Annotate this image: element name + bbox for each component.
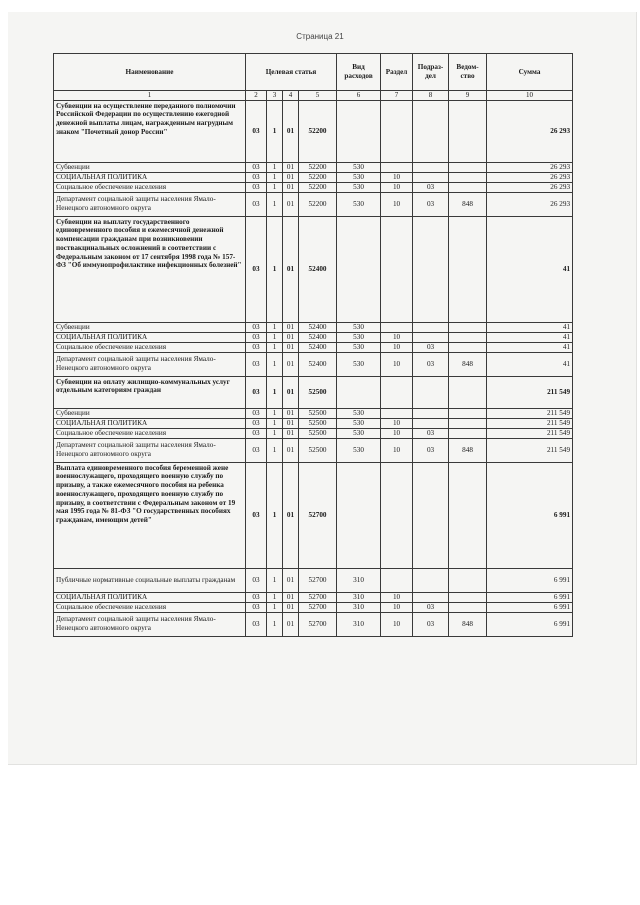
row-name: СОЦИАЛЬНАЯ ПОЛИТИКА [54, 418, 246, 428]
target-code-2: 1 [267, 352, 283, 376]
target-code-4: 52700 [299, 462, 337, 568]
row-name: Субвенции на осуществление переданного полномочии Российской Федерации по осуществлению ежегодной денежной выплаты лицам, награжденным нагрудным знаком "Почетный донор России" [54, 100, 246, 162]
table-row [54, 376, 573, 408]
subsection-code: 03 [413, 428, 449, 438]
target-code-1: 03 [246, 322, 267, 332]
target-code-2: 1 [267, 602, 283, 612]
subsection-code [413, 568, 449, 592]
target-code-3: 01 [283, 568, 299, 592]
subsection-code [413, 172, 449, 182]
target-code-2: 1 [267, 612, 283, 636]
subsection-code [413, 462, 449, 568]
target-code-4: 52500 [299, 418, 337, 428]
target-code-3: 01 [283, 418, 299, 428]
row-name: Департамент социальной защиты населения Ямало-Ненецкого автономного округа [54, 612, 246, 636]
section-code [381, 322, 413, 332]
department-code [449, 172, 487, 182]
target-code-3: 01 [283, 172, 299, 182]
expense-type-code: 530 [337, 428, 381, 438]
section-code [381, 408, 413, 418]
row-name: Социальное обеспечение населения [54, 182, 246, 192]
row-sum: 41 [487, 352, 573, 376]
department-code [449, 342, 487, 352]
target-code-2: 1 [267, 182, 283, 192]
column-number: 5 [299, 91, 337, 101]
row-name: Субвенции [54, 322, 246, 332]
target-code-1: 03 [246, 376, 267, 408]
target-code-4: 52200 [299, 100, 337, 162]
expense-type-code: 530 [337, 192, 381, 216]
target-code-4: 52200 [299, 182, 337, 192]
department-code [449, 602, 487, 612]
table-row [54, 592, 573, 602]
department-code [449, 332, 487, 342]
section-code: 10 [381, 418, 413, 428]
target-code-4: 52400 [299, 322, 337, 332]
row-name: Департамент социальной защиты населения Ямало-Ненецкого автономного округа [54, 192, 246, 216]
target-code-2: 1 [267, 100, 283, 162]
header-department: Ведом-ство [449, 54, 487, 91]
section-code: 10 [381, 342, 413, 352]
table-row [54, 322, 573, 332]
target-code-4: 52400 [299, 332, 337, 342]
row-name: Департамент социальной защиты населения Ямало-Ненецкого автономного округа [54, 352, 246, 376]
subsection-code [413, 100, 449, 162]
target-code-1: 03 [246, 418, 267, 428]
target-code-1: 03 [246, 592, 267, 602]
target-code-3: 01 [283, 100, 299, 162]
department-code [449, 376, 487, 408]
expense-type-code: 530 [337, 408, 381, 418]
section-code: 10 [381, 172, 413, 182]
row-sum: 26 293 [487, 192, 573, 216]
target-code-2: 1 [267, 192, 283, 216]
target-code-1: 03 [246, 100, 267, 162]
target-code-4: 52700 [299, 602, 337, 612]
section-code: 10 [381, 612, 413, 636]
target-code-4: 52400 [299, 216, 337, 322]
expense-type-code: 310 [337, 602, 381, 612]
target-code-1: 03 [246, 162, 267, 172]
section-code: 10 [381, 602, 413, 612]
table-row [54, 352, 573, 376]
subsection-code [413, 332, 449, 342]
target-code-4: 52200 [299, 172, 337, 182]
expense-type-code: 530 [337, 438, 381, 462]
column-number: 4 [283, 91, 299, 101]
department-code [449, 322, 487, 332]
table-row [54, 612, 573, 636]
subsection-code [413, 376, 449, 408]
target-code-4: 52700 [299, 612, 337, 636]
subsection-code: 03 [413, 438, 449, 462]
section-code: 10 [381, 352, 413, 376]
column-number: 9 [449, 91, 487, 101]
section-code: 10 [381, 592, 413, 602]
header-row [54, 54, 573, 91]
row-name: Социальное обеспечение населения [54, 428, 246, 438]
column-number: 3 [267, 91, 283, 101]
target-code-4: 52200 [299, 192, 337, 216]
section-code [381, 162, 413, 172]
expense-type-code: 310 [337, 612, 381, 636]
header-target-article: Целевая статья [246, 54, 337, 91]
subsection-code: 03 [413, 182, 449, 192]
row-sum: 41 [487, 332, 573, 342]
section-code: 10 [381, 438, 413, 462]
row-name: Субвенции [54, 408, 246, 418]
row-sum: 41 [487, 216, 573, 322]
expense-type-code [337, 376, 381, 408]
column-number: 6 [337, 91, 381, 101]
budget-table [53, 53, 573, 637]
table-row [54, 172, 573, 182]
table-row [54, 332, 573, 342]
target-code-3: 01 [283, 428, 299, 438]
target-code-2: 1 [267, 172, 283, 182]
target-code-4: 52700 [299, 568, 337, 592]
row-name: Публичные нормативные социальные выплаты гражданам [54, 568, 246, 592]
target-code-1: 03 [246, 602, 267, 612]
target-code-1: 03 [246, 612, 267, 636]
table-row [54, 192, 573, 216]
target-code-2: 1 [267, 438, 283, 462]
table-row [54, 568, 573, 592]
section-code [381, 568, 413, 592]
row-sum: 6 991 [487, 602, 573, 612]
target-code-1: 03 [246, 332, 267, 342]
subsection-code: 03 [413, 352, 449, 376]
target-code-1: 03 [246, 216, 267, 322]
department-code: 848 [449, 438, 487, 462]
row-sum: 41 [487, 342, 573, 352]
target-code-4: 52200 [299, 162, 337, 172]
target-code-1: 03 [246, 428, 267, 438]
row-sum: 26 293 [487, 172, 573, 182]
target-code-1: 03 [246, 172, 267, 182]
table-body [54, 100, 573, 636]
target-code-2: 1 [267, 216, 283, 322]
header-section: Раздел [381, 54, 413, 91]
table-row [54, 182, 573, 192]
subsection-code [413, 592, 449, 602]
subsection-code [413, 322, 449, 332]
column-number: 10 [487, 91, 573, 101]
target-code-3: 01 [283, 216, 299, 322]
department-code [449, 428, 487, 438]
target-code-3: 01 [283, 192, 299, 216]
row-name: Субвенции на выплату государственного единовременного пособия и ежемесячной денежной компенсации гражданам при возникновении поствакцинальных осложнений в соответствии с Федеральным законом от 17 сентября 1998 года № 157-ФЗ "Об иммунопрофилактике инфекционных болезней" [54, 216, 246, 322]
expense-type-code: 530 [337, 352, 381, 376]
page-number-label: Страница 21 [296, 32, 344, 41]
target-code-3: 01 [283, 462, 299, 568]
row-sum: 6 991 [487, 462, 573, 568]
target-code-1: 03 [246, 462, 267, 568]
section-code: 10 [381, 192, 413, 216]
department-code [449, 100, 487, 162]
department-code [449, 182, 487, 192]
target-code-4: 52500 [299, 408, 337, 418]
section-code [381, 216, 413, 322]
expense-type-code: 530 [337, 342, 381, 352]
expense-type-code [337, 462, 381, 568]
row-sum: 211 549 [487, 428, 573, 438]
target-code-1: 03 [246, 182, 267, 192]
target-code-4: 52500 [299, 438, 337, 462]
target-code-3: 01 [283, 342, 299, 352]
row-sum: 26 293 [487, 182, 573, 192]
target-code-3: 01 [283, 352, 299, 376]
target-code-1: 03 [246, 352, 267, 376]
target-code-1: 03 [246, 568, 267, 592]
expense-type-code: 310 [337, 592, 381, 602]
table-row [54, 462, 573, 568]
target-code-1: 03 [246, 192, 267, 216]
row-name: Субвенции [54, 162, 246, 172]
subsection-code [413, 216, 449, 322]
target-code-1: 03 [246, 408, 267, 418]
row-sum: 211 549 [487, 438, 573, 462]
row-name: Выплата единовременного пособия беременной жене военнослужащего, проходящего военную службу по призыву, а также ежемесячного пособия на ребенка военнослужащего, проходящего военную службу по призыву, в соответствии с Федеральным законом от 19 мая 1995 года № 81-ФЗ "О государственных пособиях гражданам, имеющим детей" [54, 462, 246, 568]
target-code-2: 1 [267, 408, 283, 418]
section-code [381, 462, 413, 568]
table-row [54, 438, 573, 462]
expense-type-code [337, 216, 381, 322]
table-row [54, 602, 573, 612]
target-code-3: 01 [283, 162, 299, 172]
target-code-3: 01 [283, 602, 299, 612]
target-code-1: 03 [246, 438, 267, 462]
expense-type-code: 530 [337, 418, 381, 428]
target-code-2: 1 [267, 342, 283, 352]
table-row [54, 408, 573, 418]
section-code [381, 376, 413, 408]
target-code-4: 52400 [299, 352, 337, 376]
row-sum: 6 991 [487, 568, 573, 592]
department-code [449, 592, 487, 602]
target-code-3: 01 [283, 408, 299, 418]
table-row [54, 216, 573, 322]
table-row [54, 162, 573, 172]
department-code [449, 462, 487, 568]
target-code-2: 1 [267, 332, 283, 342]
target-code-4: 52400 [299, 342, 337, 352]
column-number: 2 [246, 91, 267, 101]
department-code: 848 [449, 192, 487, 216]
header-expense-type: Вид расходов [337, 54, 381, 91]
column-number-row [54, 91, 573, 101]
subsection-code: 03 [413, 612, 449, 636]
section-code: 10 [381, 332, 413, 342]
department-code [449, 162, 487, 172]
row-sum: 6 991 [487, 612, 573, 636]
row-sum: 211 549 [487, 418, 573, 428]
department-code [449, 568, 487, 592]
subsection-code: 03 [413, 342, 449, 352]
row-name: Социальное обеспечение населения [54, 602, 246, 612]
table-row [54, 428, 573, 438]
department-code [449, 408, 487, 418]
row-sum: 6 991 [487, 592, 573, 602]
department-code: 848 [449, 612, 487, 636]
row-name: СОЦИАЛЬНАЯ ПОЛИТИКА [54, 332, 246, 342]
row-name: Департамент социальной защиты населения Ямало-Ненецкого автономного округа [54, 438, 246, 462]
target-code-2: 1 [267, 418, 283, 428]
row-name: Социальное обеспечение населения [54, 342, 246, 352]
department-code: 848 [449, 352, 487, 376]
table-row [54, 100, 573, 162]
target-code-1: 03 [246, 342, 267, 352]
section-code: 10 [381, 428, 413, 438]
department-code [449, 216, 487, 322]
row-name: СОЦИАЛЬНАЯ ПОЛИТИКА [54, 172, 246, 182]
row-name: СОЦИАЛЬНАЯ ПОЛИТИКА [54, 592, 246, 602]
table-row [54, 418, 573, 428]
target-code-2: 1 [267, 428, 283, 438]
target-code-3: 01 [283, 612, 299, 636]
row-name: Субвенции на оплату жилищно-коммунальных услуг отдельным категориям граждан [54, 376, 246, 408]
expense-type-code [337, 100, 381, 162]
target-code-2: 1 [267, 322, 283, 332]
target-code-4: 52500 [299, 376, 337, 408]
subsection-code: 03 [413, 602, 449, 612]
row-sum: 211 549 [487, 376, 573, 408]
subsection-code [413, 408, 449, 418]
department-code [449, 418, 487, 428]
expense-type-code: 530 [337, 322, 381, 332]
column-number: 8 [413, 91, 449, 101]
header-sum: Сумма [487, 54, 573, 91]
expense-type-code: 530 [337, 162, 381, 172]
header-name: Наименование [54, 54, 246, 91]
target-code-2: 1 [267, 162, 283, 172]
expense-type-code: 530 [337, 182, 381, 192]
expense-type-code: 310 [337, 568, 381, 592]
target-code-3: 01 [283, 332, 299, 342]
row-sum: 211 549 [487, 408, 573, 418]
expense-type-code: 530 [337, 172, 381, 182]
header-subsection: Подраз-дел [413, 54, 449, 91]
target-code-2: 1 [267, 376, 283, 408]
target-code-3: 01 [283, 376, 299, 408]
target-code-3: 01 [283, 322, 299, 332]
target-code-3: 01 [283, 592, 299, 602]
target-code-2: 1 [267, 568, 283, 592]
target-code-4: 52500 [299, 428, 337, 438]
column-number: 1 [54, 91, 246, 101]
subsection-code [413, 418, 449, 428]
section-code [381, 100, 413, 162]
row-sum: 26 293 [487, 100, 573, 162]
column-number: 7 [381, 91, 413, 101]
target-code-2: 1 [267, 592, 283, 602]
subsection-code [413, 162, 449, 172]
target-code-3: 01 [283, 182, 299, 192]
target-code-4: 52700 [299, 592, 337, 602]
target-code-3: 01 [283, 438, 299, 462]
row-sum: 41 [487, 322, 573, 332]
expense-type-code: 530 [337, 332, 381, 342]
target-code-2: 1 [267, 462, 283, 568]
table-row [54, 342, 573, 352]
subsection-code: 03 [413, 192, 449, 216]
row-sum: 26 293 [487, 162, 573, 172]
section-code: 10 [381, 182, 413, 192]
